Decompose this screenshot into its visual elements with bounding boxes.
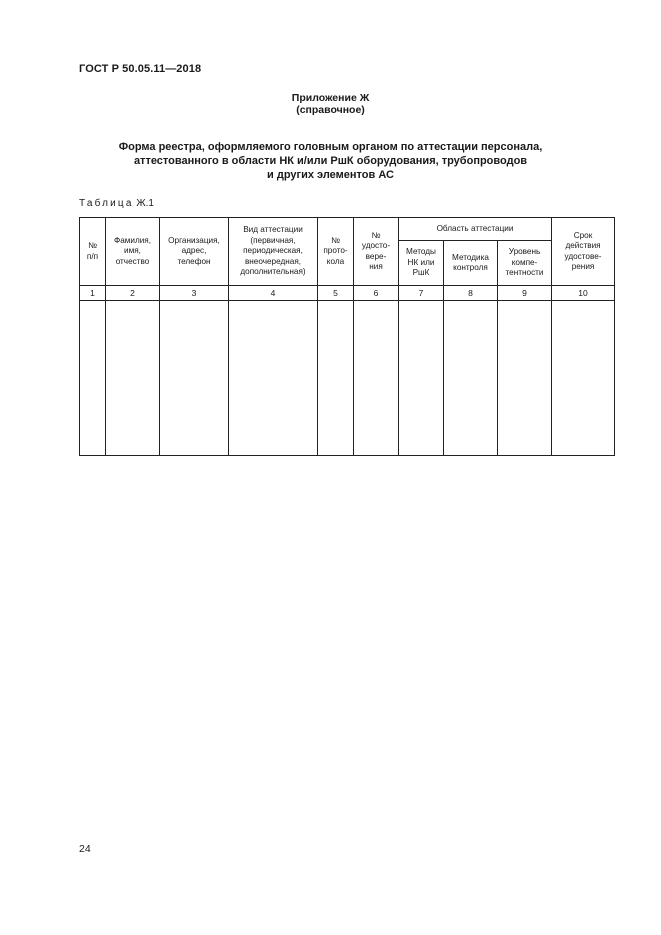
column-number: 9 xyxy=(498,286,552,301)
header-line: дополнительная) xyxy=(240,267,306,277)
header-line: адрес, xyxy=(181,246,207,256)
table-cell xyxy=(354,301,399,456)
header-line: п/п xyxy=(86,251,99,261)
header-line: № xyxy=(88,241,97,250)
col-header-methods xyxy=(399,241,444,286)
header-line: прото- xyxy=(323,246,348,256)
appendix-heading xyxy=(0,92,661,116)
table-cell xyxy=(498,301,552,456)
column-number: 10 xyxy=(552,286,615,301)
table-caption-number: Ж.1 xyxy=(136,198,154,209)
table-cell xyxy=(229,301,318,456)
table-cell xyxy=(80,301,106,456)
col-header-competence-level xyxy=(498,241,552,286)
header-line: удостове- xyxy=(564,251,602,261)
title-line-1: Форма реестра, оформляемого головным органом по аттестации персонала, xyxy=(118,141,543,153)
registry-table xyxy=(79,217,615,456)
header-line: Методы xyxy=(406,247,436,257)
table-cell xyxy=(444,301,498,456)
table-cell xyxy=(399,301,444,456)
header-line: внеочередная, xyxy=(244,256,302,266)
header-line: РшК xyxy=(412,268,430,278)
col-header-attestation-scope: Область аттестации xyxy=(399,218,552,241)
col-header-organization xyxy=(160,218,229,286)
col-header-number xyxy=(80,218,106,286)
table-caption xyxy=(79,198,154,209)
header-line: компе- xyxy=(511,257,538,267)
column-number: 4 xyxy=(229,286,318,301)
table-row xyxy=(80,301,615,456)
table-cell xyxy=(552,301,615,456)
col-header-full-name xyxy=(106,218,160,286)
header-line: вере- xyxy=(365,251,387,261)
page-number: 24 xyxy=(79,843,91,855)
header-line: отчество xyxy=(115,256,150,266)
col-header-attestation-type xyxy=(229,218,318,286)
header-line: телефон xyxy=(177,256,211,266)
standard-designation: ГОСТ Р 50.05.11—2018 xyxy=(79,63,202,75)
appendix-note: (справочное) xyxy=(296,104,365,116)
header-line: (первичная, xyxy=(250,235,296,245)
col-header-procedure xyxy=(444,241,498,286)
header-line: действия xyxy=(565,241,601,250)
header-line: кола xyxy=(326,256,345,266)
header-line: контроля xyxy=(453,263,488,272)
header-line: Срок xyxy=(573,230,593,240)
header-line: № xyxy=(331,235,340,245)
title-line-2: аттестованного в области НК и/или РшК оборудования, трубопроводов xyxy=(133,155,528,167)
header-line: периодическая, xyxy=(243,246,303,256)
header-line: Фамилия, xyxy=(113,235,152,245)
column-number: 8 xyxy=(444,286,498,301)
appendix-label: Приложение Ж xyxy=(291,92,370,104)
column-number: 6 xyxy=(354,286,399,301)
header-line: рения xyxy=(571,262,595,271)
header-line: тентности xyxy=(505,268,544,278)
header-line: Уровень xyxy=(508,247,541,257)
col-header-validity-period xyxy=(552,218,615,286)
header-line: № xyxy=(371,230,381,240)
table-caption-word: Таблица xyxy=(79,198,134,209)
header-line: Вид аттестации xyxy=(243,225,303,235)
column-number: 2 xyxy=(106,286,160,301)
col-header-protocol-number xyxy=(318,218,354,286)
table-cell xyxy=(160,301,229,456)
column-number: 3 xyxy=(160,286,229,301)
column-number: 5 xyxy=(318,286,354,301)
document-title xyxy=(0,140,661,182)
column-number: 1 xyxy=(80,286,106,301)
table-cell xyxy=(106,301,160,456)
header-line: НК или xyxy=(407,257,435,267)
header-line: Методика xyxy=(452,252,489,262)
title-line-3: и других элементов АС xyxy=(267,169,394,181)
column-number: 7 xyxy=(399,286,444,301)
header-line: Организация, xyxy=(168,235,220,245)
header-line: ния xyxy=(369,262,383,271)
header-line: удосто- xyxy=(361,241,391,250)
col-header-certificate-number xyxy=(354,218,399,286)
header-line: имя, xyxy=(124,246,141,256)
table-cell xyxy=(318,301,354,456)
